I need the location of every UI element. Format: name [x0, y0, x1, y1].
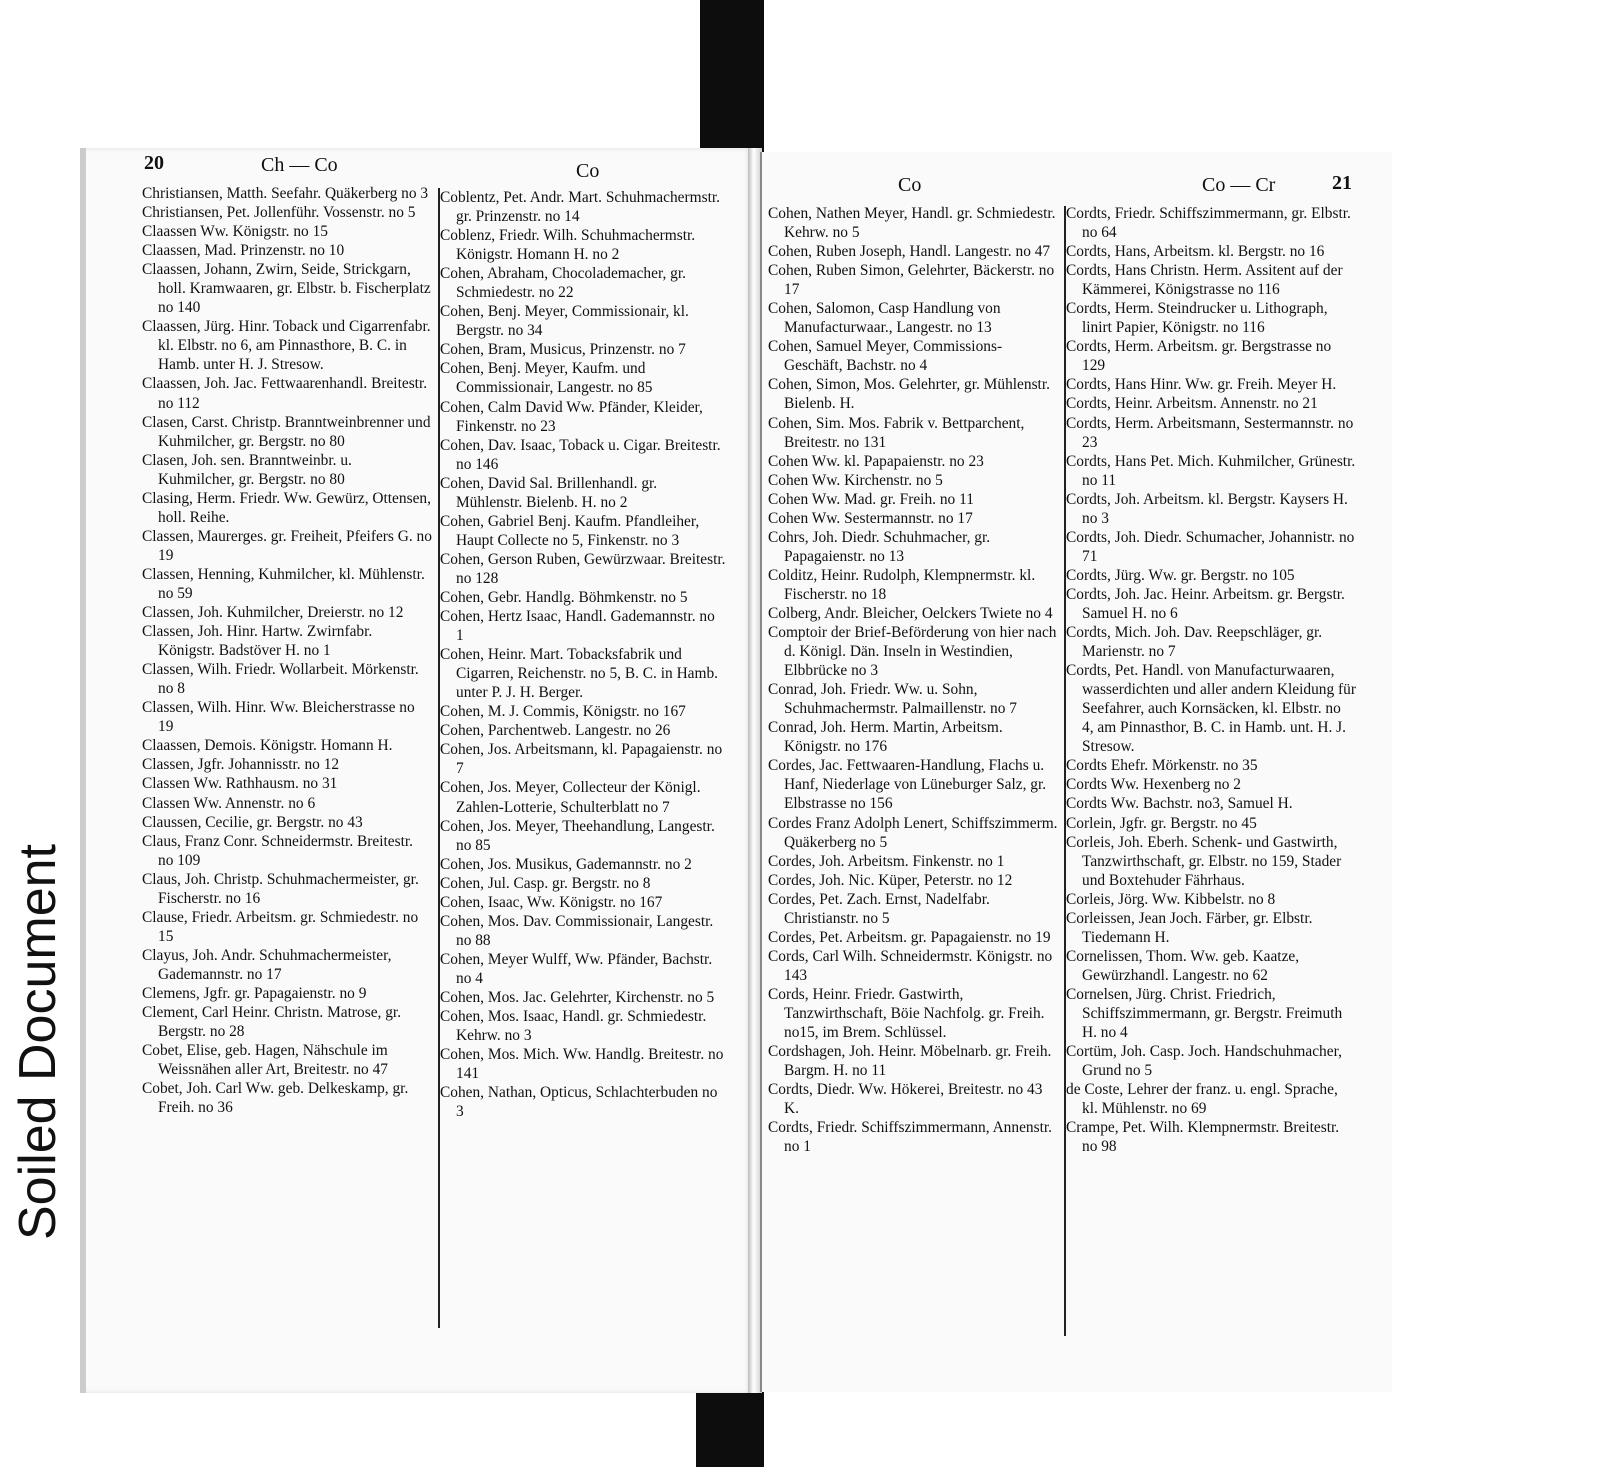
directory-entry: Classen, Wilh. Friedr. Wollarbeit. Mörkenstr. no 8	[142, 661, 419, 698]
directory-entry: Coblenz, Friedr. Wilh. Schuhmachermstr. Königstr. Homann H. no 2	[440, 227, 696, 264]
directory-entry: Cordts, Herm. Steindrucker u. Lithograph, linirt Papier, Königstr. no 116	[1066, 300, 1328, 337]
directory-column-2	[440, 188, 726, 1121]
directory-entry: Cohen, Jul. Casp. gr. Bergstr. no 8	[440, 874, 651, 892]
directory-entry: Cohen, David Sal. Brillenhandl. gr. Mühlenstr. Bielenb. H. no 2	[440, 474, 658, 511]
directory-entry: Cohen, Parchentweb. Langestr. no 26	[440, 722, 671, 740]
directory-entry: Cohen, Heinr. Mart. Tobacksfabrik und Cigarren, Reichenstr. no 5, B. C. in Hamb. unter P. J. H. Berger.	[440, 646, 719, 702]
directory-entry: Cortüm, Joh. Casp. Joch. Handschuhmacher, Grund no 5	[1066, 1043, 1342, 1080]
directory-entry: Cordts, Heinr. Arbeitsm. Annenstr. no 21	[1066, 395, 1318, 413]
column-head: Co	[576, 160, 600, 182]
directory-entry: Cohen, Nathan, Opticus, Schlachterbuden no 3	[440, 1084, 718, 1121]
directory-entry: Cords, Carl Wilh. Schneidermstr. Königstr. no 143	[768, 947, 1053, 984]
directory-column-1	[768, 204, 1058, 1156]
directory-entry: Conrad, Joh. Friedr. Ww. u. Sohn, Schuhmachermstr. Palmaillenstr. no 7	[768, 681, 1017, 718]
directory-entry: Christiansen, Matth. Seefahr. Quäkerberg no 3	[142, 185, 429, 202]
directory-entry: Classen Ww. Annenstr. no 6	[142, 794, 316, 812]
directory-entry: Cordshagen, Joh. Heinr. Möbelnarb. gr. Freih. Bargm. H. no 11	[768, 1043, 1052, 1080]
right-page	[760, 152, 1392, 1392]
directory-entry: Cohen, Nathen Meyer, Handl. gr. Schmiedestr. Kehrw. no 5	[768, 205, 1056, 242]
directory-entry: Corleis, Joh. Eberh. Schenk- und Gastwirth, Tanzwirthschaft, gr. Elbstr. no 159, Stader und Boxtehuder Fährhaus.	[1066, 833, 1342, 889]
directory-entry: Clement, Carl Heinr. Christn. Matrose, gr. Bergstr. no 28	[142, 1004, 402, 1041]
directory-column-1	[142, 184, 432, 1117]
directory-entry: Cornelissen, Thom. Ww. geb. Kaatze, Gewürzhandl. Langestr. no 62	[1066, 947, 1300, 984]
directory-entry: Cohen Ww. Kirchenstr. no 5	[768, 471, 943, 489]
directory-entry: Claus, Franz Conr. Schneidermstr. Breitestr. no 109	[142, 832, 414, 869]
directory-entry: Classen, Jgfr. Johannisstr. no 12	[142, 756, 340, 774]
directory-entry: Cordts, Hans, Arbeitsm. kl. Bergstr. no 16	[1066, 243, 1325, 261]
directory-entry: Cohen, Mos. Dav. Commissionair, Langestr. no 88	[440, 912, 714, 949]
page-number: 20	[144, 152, 164, 174]
directory-entry: Classen Ww. Rathhausm. no 31	[142, 775, 338, 793]
directory-entry: Cordts Ww. Bachstr. no3, Samuel H.	[1066, 795, 1293, 813]
directory-entry: Classen, Joh. Kuhmilcher, Dreierstr. no 12	[142, 604, 404, 622]
directory-entry: Clause, Friedr. Arbeitsm. gr. Schmiedestr. no 15	[142, 908, 419, 945]
directory-entry: Claassen Ww. Königstr. no 15	[142, 223, 328, 241]
directory-entry: Cohen, Simon, Mos. Gelehrter, gr. Mühlenstr. Bielenb. H.	[768, 376, 1050, 413]
directory-entry: Colditz, Heinr. Rudolph, Klempnermstr. kl. Fischerstr. no 18	[768, 566, 1036, 603]
directory-entry: Conrad, Joh. Herm. Martin, Arbeitsm. Königstr. no 176	[768, 719, 1003, 756]
directory-entry: Classen, Maurerges. gr. Freiheit, Pfeifers G. no 19	[142, 527, 432, 564]
directory-entry: Claus, Joh. Christp. Schuhmachermeister, gr. Fischerstr. no 16	[142, 870, 419, 907]
directory-entry: Cohen, Jos. Musikus, Gademannstr. no 2	[440, 855, 692, 873]
directory-entry: Cohrs, Joh. Diedr. Schuhmacher, gr. Papagaienstr. no 13	[768, 528, 991, 565]
directory-entry: Cohen Ww. Sestermannstr. no 17	[768, 509, 973, 527]
directory-entry: Cohen, Benj. Meyer, Kaufm. und Commissionair, Langestr. no 85	[440, 360, 653, 397]
directory-entry: Cords, Heinr. Friedr. Gastwirth, Tanzwirthschaft, Böie Nachfolg. gr. Freih. no15, im Brem. Schlüssel.	[768, 985, 1045, 1042]
directory-entry: Cordts, Joh. Jac. Heinr. Arbeitsm. gr. Bergstr. Samuel H. no 6	[1066, 585, 1345, 622]
directory-entry: Clasen, Carst. Christp. Branntweinbrenner und Kuhmilcher, gr. Bergstr. no 80	[142, 413, 431, 450]
binding-strip-bottom	[696, 1392, 764, 1467]
directory-entry: Cordes, Pet. Arbeitsm. gr. Papagaienstr. no 19	[768, 928, 1051, 946]
directory-entry: Cordts, Hans Hinr. Ww. gr. Freih. Meyer H.	[1066, 376, 1337, 394]
directory-entry: Classen, Henning, Kuhmilcher, kl. Mühlenstr. no 59	[142, 565, 425, 602]
column-head: Co	[898, 174, 922, 196]
directory-entry: Claassen, Mad. Prinzenstr. no 10	[142, 242, 345, 260]
directory-entry: Cohen, Gerson Ruben, Gewürzwaar. Breitestr. no 128	[440, 550, 726, 587]
soiled-document-label: Soiled Document	[9, 844, 67, 1240]
directory-entry: Cohen, Abraham, Chocolademacher, gr. Schmiedestr. no 22	[440, 265, 686, 302]
directory-entry: Cohen, Mos. Isaac, Handl. gr. Schmiedestr. Kehrw. no 3	[440, 1008, 707, 1045]
directory-entry: Cohen, Jos. Arbeitsmann, kl. Papagaienstr. no 7	[440, 741, 723, 778]
directory-entry: Cohen, Ruben Simon, Gelehrter, Bäckerstr. no 17	[768, 262, 1055, 299]
directory-entry: Cohen, Bram, Musicus, Prinzenstr. no 7	[440, 341, 686, 359]
directory-entry: Cohen, Gabriel Benj. Kaufm. Pfandleiher, Haupt Collecte no 5, Finkenstr. no 3	[440, 512, 700, 549]
directory-entry: Cordts, Joh. Arbeitsm. kl. Bergstr. Kaysers H. no 3	[1066, 490, 1348, 527]
directory-entry: Cordts, Friedr. Schiffszimmermann, Annenstr. no 1	[768, 1119, 1052, 1156]
directory-entry: Cordts, Hans Christn. Herm. Assitent auf der Kämmerei, Königstrasse no 116	[1066, 262, 1343, 299]
directory-entry: Cohen, Samuel Meyer, Commissions-Geschäft, Bachstr. no 4	[768, 338, 1003, 375]
directory-entry: Cordts, Diedr. Ww. Hökerei, Breitestr. no 43 K.	[768, 1081, 1043, 1118]
directory-entry: Classen, Wilh. Hinr. Ww. Bleicherstrasse no 19	[142, 699, 415, 736]
directory-entry: Cohen, Mos. Mich. Ww. Handlg. Breitestr. no 141	[440, 1046, 724, 1083]
directory-entry: Cordts, Mich. Joh. Dav. Reepschläger, gr. Marienstr. no 7	[1066, 624, 1323, 661]
directory-entry: Cohen, Hertz Isaac, Handl. Gademannstr. no 1	[440, 608, 715, 645]
directory-entry: Cohen, Salomon, Casp Handlung von Manufacturwaar., Langestr. no 13	[768, 300, 1001, 337]
directory-entry: Cordes, Jac. Fettwaaren-Handlung, Flachs u. Hanf, Niederlage von Lüneburger Salz, gr. Elbstrasse no 156	[768, 757, 1047, 813]
directory-entry: Cordts, Friedr. Schiffszimmermann, gr. Elbstr. no 64	[1066, 205, 1351, 242]
directory-entry: Corleis, Jörg. Ww. Kibbelstr. no 8	[1066, 890, 1276, 908]
directory-entry: Cornelsen, Jürg. Christ. Friedrich, Schiffszimmermann, gr. Bergstr. Freimuth H. no 4	[1066, 985, 1343, 1042]
directory-entry: Claassen, Joh. Jac. Fettwaarenhandl. Breitestr. no 112	[142, 375, 428, 412]
binding-strip-top	[700, 0, 764, 152]
directory-entry: Clasen, Joh. sen. Branntweinbr. u. Kuhmilcher, gr. Bergstr. no 80	[142, 451, 352, 488]
directory-entry: Cordts, Jürg. Ww. gr. Bergstr. no 105	[1066, 566, 1295, 584]
directory-entry: Claassen, Demois. Königstr. Homann H.	[142, 737, 393, 755]
directory-entry: Cordes Franz Adolph Lenert, Schiffszimmerm. Quäkerberg no 5	[768, 814, 1058, 851]
directory-entry: Clayus, Joh. Andr. Schuhmachermeister, Gademannstr. no 17	[142, 946, 392, 983]
directory-entry: Cordts, Pet. Handl. von Manufacturwaaren, wasserdichten und aller andern Kleidung für Seefahrer, auch Kornsäcken, kl. Elbstr. no 4, am Pinnasthor, B. C. in Hamb. unt. H. J. Stresow.	[1066, 662, 1356, 756]
directory-entry: Corleissen, Jean Joch. Färber, gr. Elbstr. Tiedemann H.	[1066, 909, 1313, 946]
directory-entry: Claassen, Jürg. Hinr. Toback und Cigarrenfabr. kl. Elbstr. no 6, am Pinnasthore, B. C. in Hamb. unter H. J. Stresow.	[142, 318, 431, 374]
directory-entry: Classen, Joh. Hinr. Hartw. Zwirnfabr. Königstr. Badstöver H. no 1	[142, 623, 373, 660]
directory-entry: Cohen, Gebr. Handlg. Böhmkenstr. no 5	[440, 588, 688, 606]
directory-entry: Cobet, Joh. Carl Ww. geb. Delkeskamp, gr. Freih. no 36	[142, 1080, 409, 1117]
directory-entry: Corlein, Jgfr. gr. Bergstr. no 45	[1066, 814, 1257, 832]
directory-entry: Clasing, Herm. Friedr. Ww. Gewürz, Ottensen, holl. Reihe.	[142, 489, 431, 526]
directory-entry: Crampe, Pet. Wilh. Klempnermstr. Breitestr. no 98	[1066, 1119, 1340, 1156]
directory-entry: Claassen, Johann, Zwirn, Seide, Strickgarn, holl. Kramwaaren, gr. Elbstr. b. Fischerplatz no 140	[142, 261, 431, 317]
side-stamp	[0, 0, 70, 1467]
directory-entry: Cordts Ww. Hexenberg no 2	[1066, 776, 1241, 794]
directory-entry: Comptoir der Brief-Beförderung von hier nach d. Königl. Dän. Inseln in Westindien, Elbbrücke no 3	[768, 624, 1057, 680]
directory-entry: Cohen Ww. Mad. gr. Freih. no 11	[768, 490, 974, 508]
directory-entry: Cohen, Benj. Meyer, Commissionair, kl. Bergstr. no 34	[440, 303, 689, 340]
directory-entry: Cohen, Jos. Meyer, Theehandlung, Langestr. no 85	[440, 817, 715, 854]
directory-entry: Claussen, Cecilie, gr. Bergstr. no 43	[142, 813, 363, 831]
directory-entry: Christiansen, Pet. Jollenführ. Vossenstr. no 5	[142, 204, 416, 222]
directory-entry: Colberg, Andr. Bleicher, Oelckers Twiete no 4	[768, 604, 1053, 622]
directory-entry: Cordes, Pet. Zach. Ernst, Nadelfabr. Christianstr. no 5	[768, 890, 990, 927]
running-head: Ch — Co	[261, 154, 338, 176]
directory-entry: Cohen, Dav. Isaac, Toback u. Cigar. Breitestr. no 146	[440, 436, 721, 473]
page-number: 21	[1332, 172, 1352, 194]
directory-entry: Cohen, Calm David Ww. Pfänder, Kleider, Finkenstr. no 23	[440, 398, 703, 435]
directory-entry: Cohen, Ruben Joseph, Handl. Langestr. no 47	[768, 243, 1051, 261]
left-page	[80, 148, 756, 1393]
directory-entry: Cordts, Joh. Diedr. Schumacher, Johannistr. no 71	[1066, 528, 1355, 565]
directory-entry: Cordts, Herm. Arbeitsmann, Sestermannstr. no 23	[1066, 414, 1354, 451]
directory-entry: Cordes, Joh. Arbeitsm. Finkenstr. no 1	[768, 852, 1005, 870]
directory-entry: Cobet, Elise, geb. Hagen, Nähschule im Weissnähen aller Art, Breitestr. no 47	[142, 1042, 388, 1079]
directory-entry: Cohen, Meyer Wulff, Ww. Pfänder, Bachstr. no 4	[440, 950, 713, 987]
directory-entry: Coblentz, Pet. Andr. Mart. Schuhmachermstr. gr. Prinzenstr. no 14	[440, 189, 720, 226]
directory-entry: Cordes, Joh. Nic. Küper, Peterstr. no 12	[768, 871, 1013, 889]
directory-entry: Cohen, Mos. Jac. Gelehrter, Kirchenstr. no 5	[440, 988, 715, 1006]
directory-entry: de Coste, Lehrer der franz. u. engl. Sprache, kl. Mühlenstr. no 69	[1066, 1081, 1338, 1118]
directory-entry: Cohen, Jos. Meyer, Collecteur der Königl. Zahlen-Lotterie, Schulterblatt no 7	[440, 779, 701, 816]
directory-entry: Cordts, Hans Pet. Mich. Kuhmilcher, Grünestr. no 11	[1066, 452, 1356, 489]
running-head: Co — Cr	[1202, 174, 1276, 196]
directory-column-2	[1066, 204, 1356, 1156]
directory-entry: Clemens, Jgfr. gr. Papagaienstr. no 9	[142, 984, 367, 1002]
directory-entry: Cohen, Isaac, Ww. Königstr. no 167	[440, 893, 663, 911]
directory-entry: Cordts Ehefr. Mörkenstr. no 35	[1066, 757, 1258, 775]
directory-entry: Cohen, Sim. Mos. Fabrik v. Bettparchent, Breitestr. no 131	[768, 414, 1025, 451]
directory-entry: Cohen, M. J. Commis, Königstr. no 167	[440, 703, 686, 721]
directory-entry: Cordts, Herm. Arbeitsm. gr. Bergstrasse no 129	[1066, 338, 1332, 375]
directory-entry: Cohen Ww. kl. Papapaienstr. no 23	[768, 452, 984, 470]
